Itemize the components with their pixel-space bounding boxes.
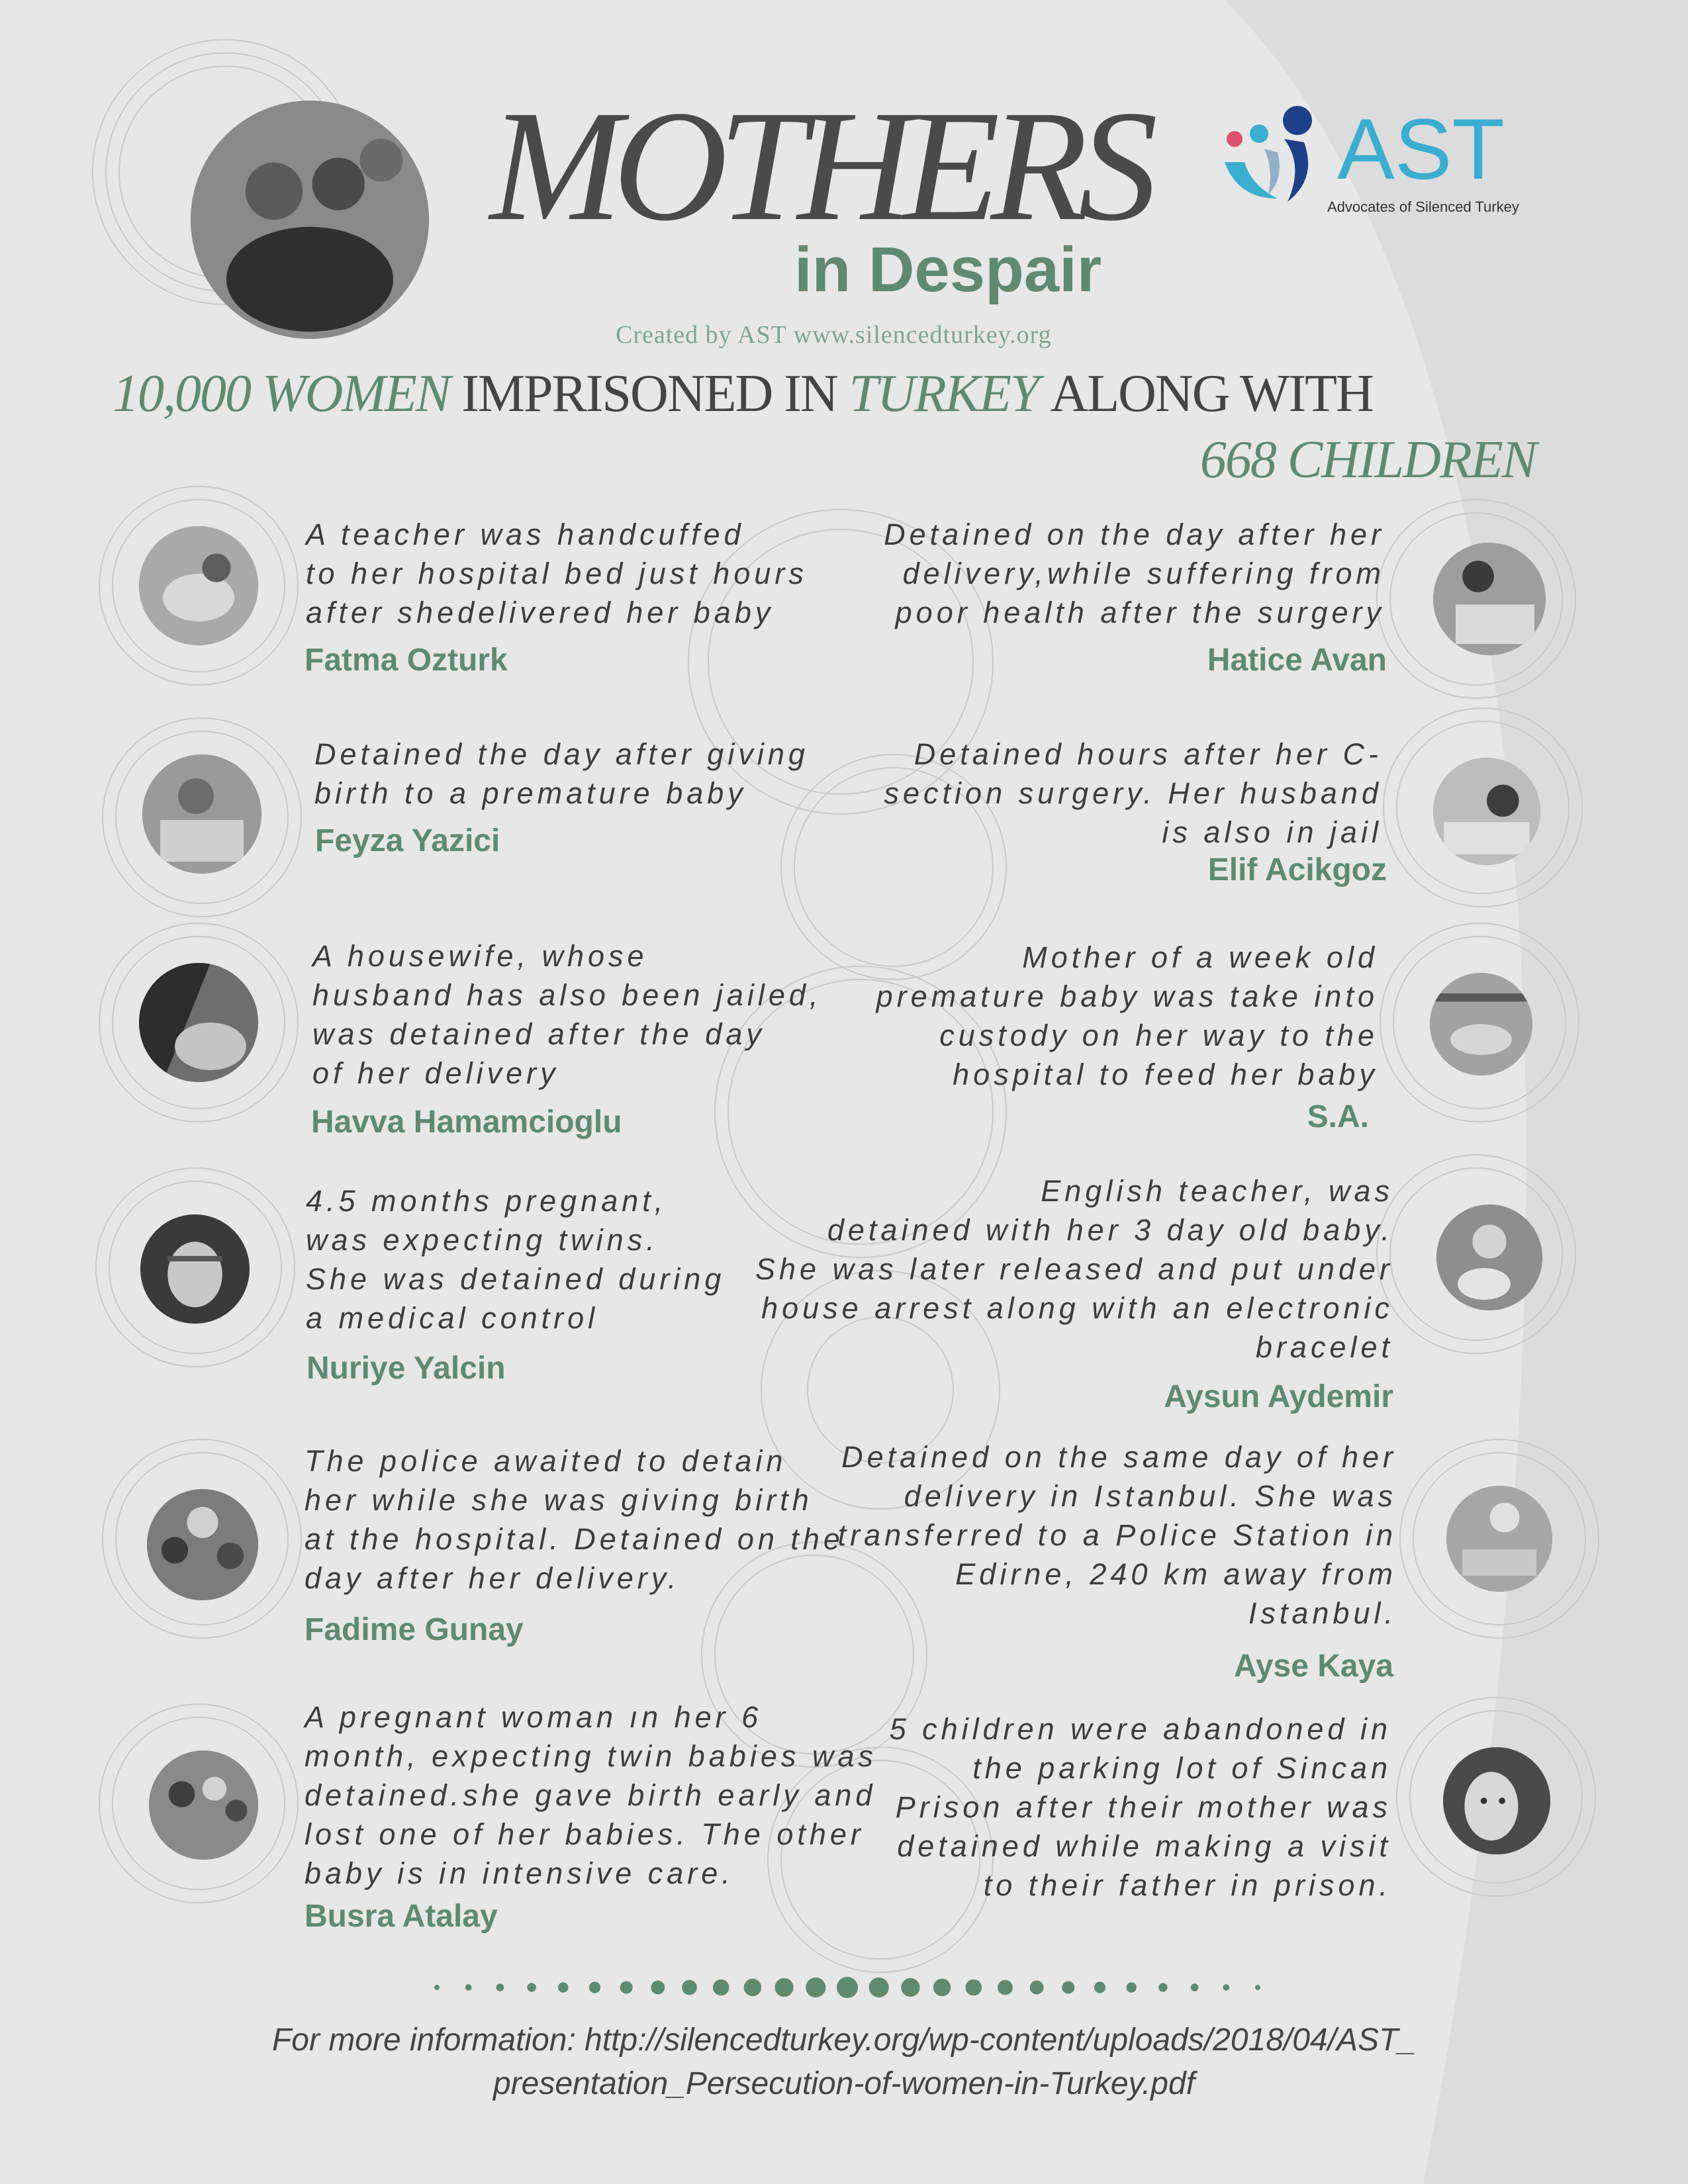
story-name-aysun: Aysun Aydemir — [1164, 1379, 1393, 1414]
credit-line: Created by AST www.silencedturkey.org — [616, 321, 1052, 349]
divider-dot — [1158, 1983, 1168, 1992]
story-photo-havva — [139, 963, 258, 1082]
divider-dot — [1094, 1981, 1105, 1993]
header-photo — [191, 101, 429, 339]
divider-dot — [744, 1979, 761, 1996]
story-name-sa: S.A. — [1307, 1099, 1369, 1134]
divider-dot — [1191, 1983, 1199, 1991]
divider-dot — [434, 1985, 440, 1990]
story-photo-sa — [1430, 973, 1532, 1075]
divider-dot — [558, 1982, 568, 1992]
story-photo-elif — [1433, 758, 1540, 865]
divider-dot — [774, 1978, 793, 1997]
story-name-hatice: Hatice Avan — [1207, 643, 1387, 678]
story-photo-fatma — [139, 526, 258, 645]
ast-logo-icon — [1211, 99, 1331, 212]
divider-dot — [1062, 1981, 1074, 1993]
divider-dot — [1127, 1982, 1137, 1992]
divider-dot — [837, 1977, 858, 1998]
divider-dot — [998, 1980, 1013, 1995]
story-name-nuriye: Nuriye Yalcin — [306, 1351, 506, 1386]
divider-dot — [465, 1984, 472, 1991]
divider-dot — [589, 1981, 600, 1993]
divider-dot — [1030, 1981, 1044, 1995]
story-photo-feyza — [142, 754, 261, 874]
headline-children: 668 CHILDREN — [1199, 431, 1536, 489]
footer-info — [132, 2019, 1556, 2106]
divider-dot — [620, 1981, 633, 1993]
divider-dot — [682, 1980, 697, 1995]
dotted-divider — [424, 1974, 1271, 2001]
story-photo-nuriye — [140, 1214, 250, 1324]
headline-turkey: TURKEY — [849, 365, 1039, 423]
divider-dot — [806, 1978, 825, 1997]
story-text-fatma: A teacher was handcuffed to her hospital bed just hours after shedelivered her baby — [306, 518, 808, 629]
divider-dot — [651, 1981, 665, 1995]
headline-women: 10,000 WOMEN — [113, 365, 450, 423]
divider-dot — [901, 1978, 919, 1997]
story-photo-busra — [149, 1751, 258, 1860]
divider-dot — [869, 1978, 889, 1997]
story-name-havva: Havva Hamamcioglu — [311, 1105, 622, 1140]
headline-along: ALONG WITH — [1050, 365, 1373, 423]
story-name-fatma: Fatma Ozturk — [305, 643, 508, 678]
story-name-fadime: Fadime Gunay — [305, 1612, 524, 1647]
story-text-nuriye: 4.5 months pregnant, was expecting twins. She was detained during a medical control — [306, 1184, 726, 1335]
page-subtitle: in Despair — [794, 234, 1102, 305]
story-text-ayse: Detained on the same day of her delivery in Istanbul. She was transferred to a Police Station in Edirne, 240 km away from Istanbul. — [837, 1440, 1397, 1630]
footer-line-1: For more information: http://silencedturkey.org/wp-content/uploads/2018/04/AST_ — [271, 2023, 1417, 2058]
story-name-feyza: Feyza Yazici — [315, 823, 500, 858]
logo-text: AST — [1337, 101, 1505, 197]
story-text-children: 5 children were abandoned in the parking lot of Sincan Prison after their mother was detained while making a visit to their father in prison. — [889, 1712, 1391, 1902]
story-text-busra: A pregnant woman ın her 6 month, expecting twin babies was detained.she gave birth early and lost one of her babies. The other baby is in intensive care. — [305, 1700, 877, 1890]
story-photo-hatice — [1433, 543, 1546, 655]
story-name-ayse: Ayse Kaya — [1233, 1649, 1393, 1684]
headline-imprisoned: IMPRISONED IN — [461, 365, 837, 423]
story-text-sa: Mother of a week old premature baby was take into custody on her way to the hospital to feed her baby — [876, 940, 1378, 1091]
story-text-aysun: English teacher, was detained with her 3 day old baby. She was later released and put under house arrest along with an electronic bracelet — [755, 1174, 1393, 1364]
story-text-elif: Detained hours after her C- section surgery. Her husband is also in jail — [884, 737, 1382, 849]
footer-line-2: presentation_Persecution-of-women-in-Turkey.pdf — [492, 2066, 1196, 2101]
story-photo-children — [1443, 1747, 1550, 1854]
story-name-elif: Elif Acikgoz — [1207, 852, 1387, 887]
story-text-fadime: The police awaited to detain her while she was giving birth at the hospital. Detained on the day after her delivery. — [305, 1444, 844, 1595]
story-photo-aysun — [1436, 1205, 1542, 1310]
story-photo-fadime — [147, 1489, 258, 1600]
logo-tagline: Advocates of Silenced Turkey — [1327, 199, 1519, 215]
divider-dot — [527, 1983, 536, 1992]
story-text-hatice: Detained on the day after her delivery,while suffering from poor health after the surgery — [884, 518, 1385, 629]
story-name-busra: Busra Atalay — [305, 1899, 498, 1934]
story-text-havva: A housewife, whose husband has also been jailed, was detained after the day of her delivery — [312, 939, 822, 1090]
story-photo-ayse — [1446, 1486, 1552, 1592]
divider-dot — [713, 1979, 729, 1996]
divider-dot — [1223, 1984, 1229, 1991]
story-text-feyza: Detained the day after giving birth to a premature baby — [314, 737, 809, 810]
divider-dot — [1255, 1985, 1260, 1990]
headline — [113, 365, 1635, 423]
page-title: MOTHERS — [490, 77, 1149, 253]
divider-dot — [933, 1979, 951, 1996]
divider-dot — [965, 1979, 982, 1996]
divider-dot — [496, 1983, 504, 1991]
